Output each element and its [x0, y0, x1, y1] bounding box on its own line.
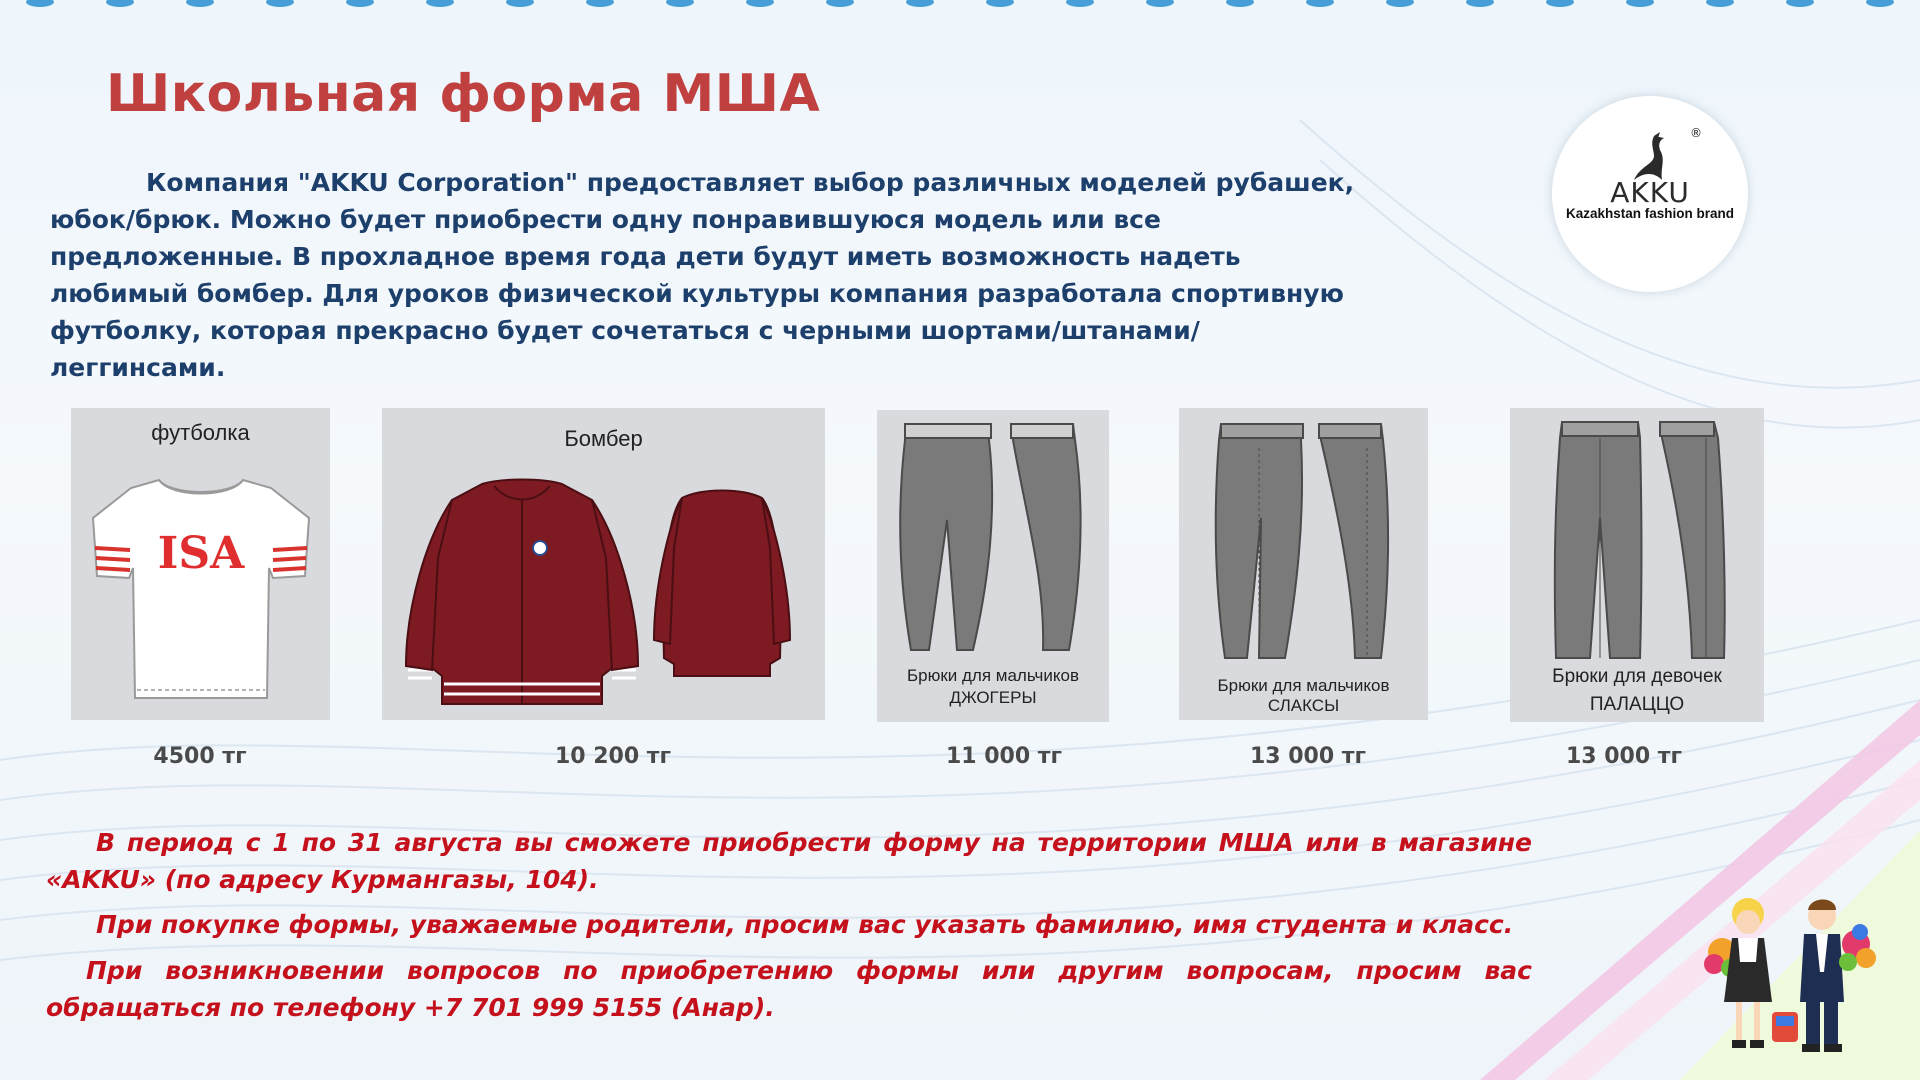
notice-student-info: При покупке формы, уважаемые родители, просим вас указать фамилию, имя студента и класс. [96, 910, 1514, 939]
product-caption-line1: Брюки для мальчиков [1217, 676, 1390, 695]
akku-logo [1552, 96, 1748, 292]
product-price: 10 200 тг [554, 744, 672, 769]
product-card-bomber [382, 408, 825, 720]
product-card-palazzo [1510, 408, 1764, 722]
intro-paragraph: Компания "AKKU Corporation" предоставляет выбор различных моделей рубашек, юбок/брюк. Можно будет приобрести одну понравившуюся модель или все предложенные. В прохладное время года дети будут иметь возможность надеть любимый бомбер. Для уроков физической культуры компания разработала спортивную футболку, которая прекрасно будет сочетаться с черными шортами/штанами/леггинсами. [50, 168, 1355, 382]
logo-tagline: Kazakhstan fashion brand [1565, 206, 1735, 221]
notice-contact: При возникновении вопросов по приобретению формы или другим вопросам, просим вас обращаться по телефону +7 701 999 5155 (Анар). [46, 956, 1532, 1022]
product-price: 11 000 тг [945, 744, 1063, 769]
tshirt-icon [71, 408, 330, 720]
product-caption-line1: Брюки для девочек [1552, 666, 1722, 687]
product-card-tshirt [71, 408, 330, 720]
registered-mark: ® [1690, 126, 1702, 140]
product-card-slacks [1179, 408, 1428, 720]
logo-name: AKKU [1610, 176, 1690, 209]
product-caption: футболка [151, 420, 250, 445]
product-caption-line2: ПАЛАЦЦО [1589, 694, 1685, 715]
product-price: 13 000 тг [1565, 744, 1683, 769]
tshirt-print-text: ISA [157, 528, 245, 579]
product-card-joggers [877, 410, 1109, 722]
product-price: 4500 тг [153, 744, 247, 769]
bomber-jacket-icon [382, 408, 825, 720]
product-caption-line2: ДЖОГЕРЫ [949, 688, 1037, 707]
product-caption: Бомбер [564, 426, 643, 451]
school-kids-illustration [1700, 892, 1880, 1060]
page-title: Школьная форма МША [106, 64, 821, 124]
notice-purchase-period: В период с 1 по 31 августа вы сможете приобрести форму на территории МША или в магазине «AKKU» (по адресу Курмангазы, 104). [46, 828, 1532, 894]
product-caption-line1: Брюки для мальчиков [906, 666, 1080, 685]
product-caption-line2: СЛАКСЫ [1267, 696, 1340, 715]
product-price: 13 000 тг [1249, 744, 1367, 769]
slacks-trousers-icon [1179, 408, 1428, 720]
